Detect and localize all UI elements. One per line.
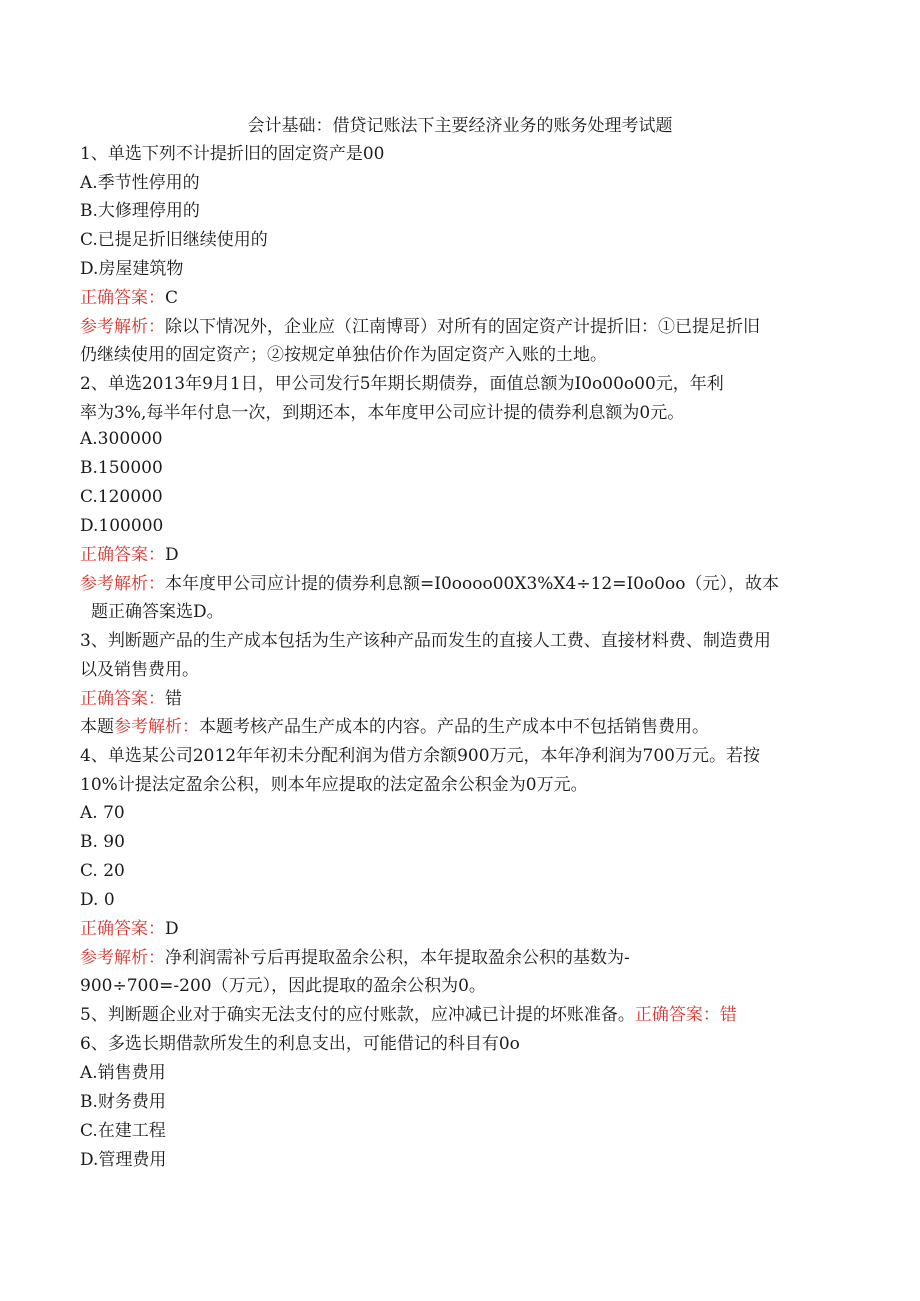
analysis-label: 参考解析： (80, 317, 165, 337)
answer-label: 正确答案： (80, 919, 165, 939)
q2-stem-1: 2、单选2013年9月1日，甲公司发行5年期长期债券，面值总额为I0o00o00元，年利 (80, 374, 724, 394)
q5-stem (80, 1004, 737, 1026)
q3-analysis-text: 本题考核产品生产成本的内容。产品的生产成本中不包括销售费用。 (199, 717, 709, 737)
q1-answer-value: C (165, 288, 179, 308)
q2-answer (80, 544, 179, 566)
q2-analysis-text: 本年度甲公司应计提的债券利息额=I0oooo00X3%X4÷12=I0o0oo（元），故本 (165, 574, 780, 594)
q2-option-a: A.300000 (80, 429, 163, 449)
q6-stem: 6、多选长期借款所发生的利息支出，可能借记的科目有0o (80, 1034, 520, 1054)
q1-option-d: D.房屋建筑物 (80, 259, 184, 279)
q4-analysis (80, 947, 630, 969)
q3-answer-value: 错 (165, 689, 182, 709)
q1-option-a: A.季节性停用的 (80, 173, 200, 193)
q2-answer-value: D (165, 545, 179, 565)
q1-option-b: B.大修理停用的 (80, 201, 200, 221)
q4-analysis-text: 净利润需补亏后再提取盈余公积，本年提取盈余公积的基数为- (165, 948, 630, 968)
q3-stem-1: 3、判断题产品的生产成本包括为生产该种产品而发生的直接人工费、直接材料费、制造费用 (80, 631, 771, 651)
q1-answer (80, 287, 178, 309)
q4-analysis-cont: 900÷700=-200（万元），因此提取的盈余公积为0。 (80, 976, 486, 996)
q4-stem-1: 4、单选某公司2012年年初未分配利润为借方余额900万元，本年净利润为700万元。若按 (80, 746, 760, 766)
q5-answer-value: 错 (719, 1005, 737, 1025)
q3-analysis (80, 716, 709, 738)
page-title: 会计基础：借贷记账法下主要经济业务的账务处理考试题 (247, 116, 673, 136)
q4-answer (80, 918, 179, 940)
q4-option-b: B. 90 (80, 832, 125, 852)
analysis-label: 参考解析： (80, 948, 165, 968)
q1-analysis-cont: 仍继续使用的固定资产；②按规定单独估价作为固定资产入账的土地。 (80, 345, 607, 365)
q2-option-d: D.100000 (80, 516, 164, 536)
q4-option-d: D. 0 (80, 890, 115, 910)
q4-answer-value: D (165, 919, 179, 939)
answer-label: 正确答案： (80, 288, 165, 308)
q6-option-c: C.在建工程 (80, 1121, 166, 1141)
q1-analysis-text: 除以下情况外，企业应（江南博哥）对所有的固定资产计提折旧：①已提足折旧 (165, 317, 760, 337)
q1-analysis (80, 316, 760, 338)
answer-label: 正确答案： (80, 545, 165, 565)
q3-answer (80, 688, 182, 710)
q3-stem-2: 以及销售费用。 (80, 660, 199, 680)
q1-stem: 1、单选下列不计提折旧的固定资产是00 (80, 144, 385, 164)
q4-stem-2: 10%计提法定盈余公积，则本年应提取的法定盈余公积金为0万元。 (80, 775, 588, 795)
answer-label: 正确答案： (634, 1005, 720, 1025)
answer-label: 正确答案： (80, 689, 165, 709)
q2-stem-2: 率为3%,每半年付息一次，到期还本，本年度甲公司应计提的债券利息额为0元。 (80, 403, 685, 423)
analysis-label: 参考解析： (114, 717, 199, 737)
q4-option-a: A. 70 (80, 803, 125, 823)
q2-option-b: B.150000 (80, 458, 163, 478)
analysis-label: 参考解析： (80, 574, 165, 594)
q6-option-b: B.财务费用 (80, 1092, 166, 1112)
q2-analysis (80, 573, 779, 595)
q2-analysis-cont: 题正确答案选D。 (91, 602, 224, 622)
q3-analysis-prefix: 本题 (80, 717, 114, 737)
q2-option-c: C.120000 (80, 487, 163, 507)
q6-option-a: A.销售费用 (80, 1063, 166, 1083)
q6-option-d: D.管理费用 (80, 1150, 167, 1170)
q4-option-c: C. 20 (80, 861, 125, 881)
q1-option-c: C.已提足折旧继续使用的 (80, 230, 268, 250)
q5-stem-text: 5、判断题企业对于确实无法支付的应付账款，应冲减已计提的坏账准备。 (80, 1005, 635, 1025)
